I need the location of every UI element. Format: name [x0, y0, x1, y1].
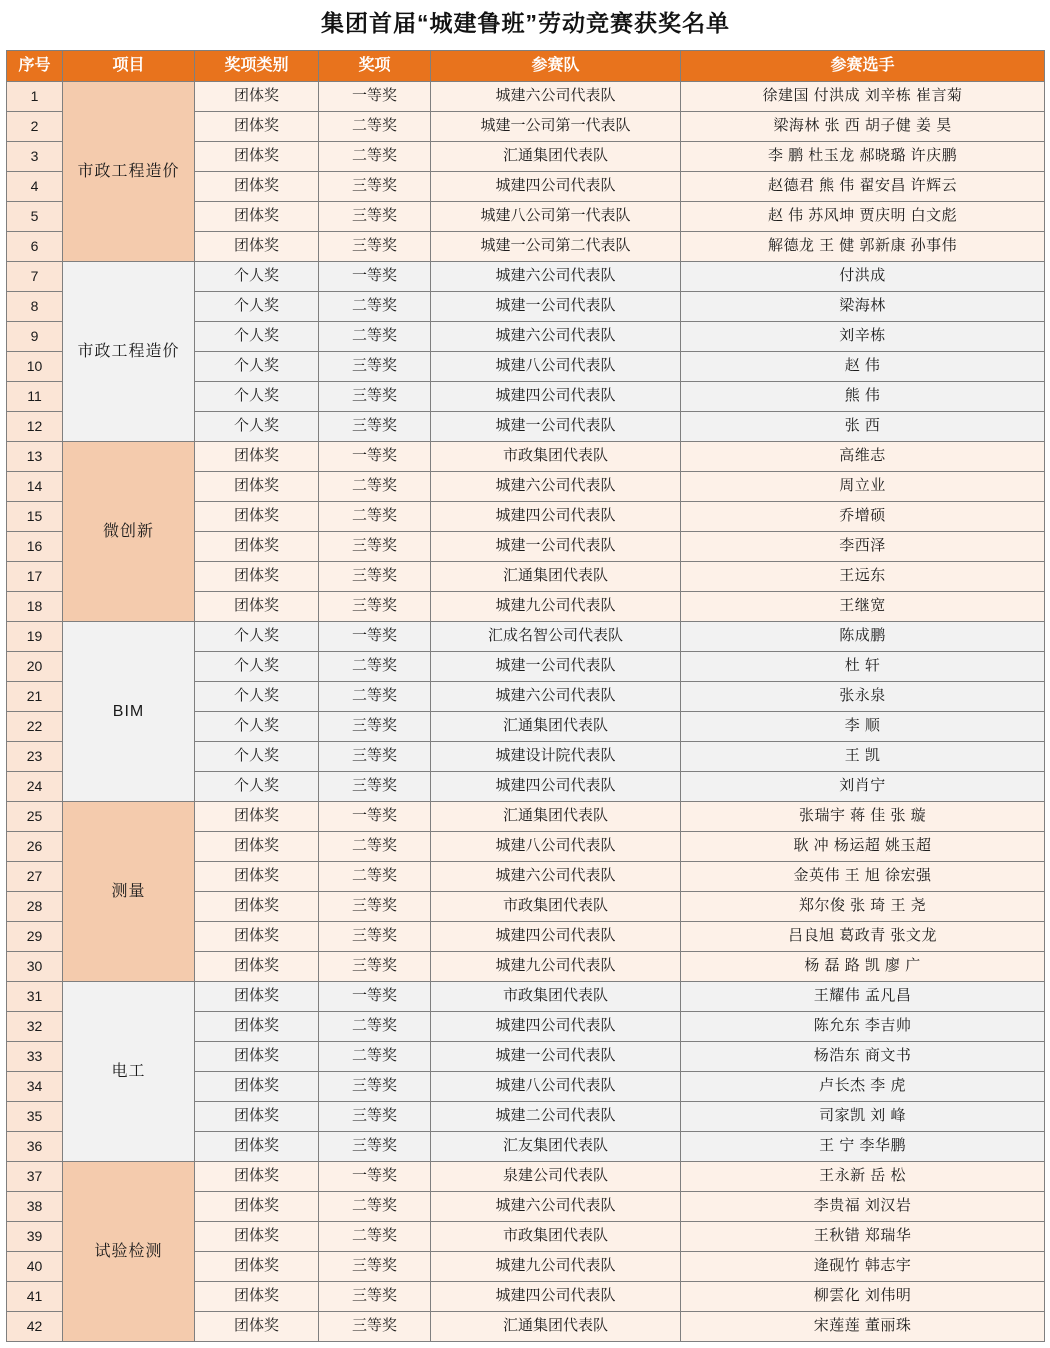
- cell-team: 城建一公司代表队: [431, 412, 681, 442]
- cell-team: 城建六公司代表队: [431, 262, 681, 292]
- cell-category: 团体奖: [195, 562, 319, 592]
- cell-index: 36: [7, 1132, 63, 1162]
- cell-project: 试验检测: [63, 1162, 195, 1342]
- cell-award: 二等奖: [319, 862, 431, 892]
- cell-team: 城建四公司代表队: [431, 922, 681, 952]
- cell-index: 3: [7, 142, 63, 172]
- cell-players: 杨浩东 商文书: [681, 1042, 1045, 1072]
- title-row: [7, 4, 1045, 51]
- cell-players: 李西泽: [681, 532, 1045, 562]
- cell-index: 13: [7, 442, 63, 472]
- cell-players: 王耀伟 孟凡昌: [681, 982, 1045, 1012]
- cell-players: 张瑞宇 蒋 佳 张 璇: [681, 802, 1045, 832]
- cell-players: 金英伟 王 旭 徐宏强: [681, 862, 1045, 892]
- cell-index: 42: [7, 1312, 63, 1342]
- cell-team: 城建四公司代表队: [431, 172, 681, 202]
- cell-players: 吕良旭 葛政青 张文龙: [681, 922, 1045, 952]
- cell-award: 三等奖: [319, 202, 431, 232]
- page-title: 集团首届“城建鲁班”劳动竞赛获奖名单: [321, 10, 731, 37]
- cell-award: 三等奖: [319, 562, 431, 592]
- cell-players: 梁海林 张 西 胡子健 姜 昊: [681, 112, 1045, 142]
- cell-award: 一等奖: [319, 442, 431, 472]
- column-header-team: 参赛队: [431, 51, 681, 82]
- cell-category: 个人奖: [195, 742, 319, 772]
- cell-index: 25: [7, 802, 63, 832]
- table-row: [7, 622, 1045, 652]
- cell-team: 城建六公司代表队: [431, 82, 681, 112]
- cell-award: 三等奖: [319, 1252, 431, 1282]
- cell-players: 张永泉: [681, 682, 1045, 712]
- cell-index: 2: [7, 112, 63, 142]
- cell-index: 19: [7, 622, 63, 652]
- cell-index: 34: [7, 1072, 63, 1102]
- cell-award: 二等奖: [319, 1042, 431, 1072]
- cell-team: 汇通集团代表队: [431, 142, 681, 172]
- cell-index: 6: [7, 232, 63, 262]
- cell-category: 团体奖: [195, 1132, 319, 1162]
- cell-category: 个人奖: [195, 682, 319, 712]
- cell-index: 18: [7, 592, 63, 622]
- cell-category: 团体奖: [195, 172, 319, 202]
- cell-category: 团体奖: [195, 1252, 319, 1282]
- cell-index: 37: [7, 1162, 63, 1192]
- cell-index: 9: [7, 322, 63, 352]
- cell-category: 个人奖: [195, 292, 319, 322]
- cell-players: 宋莲莲 董丽珠: [681, 1312, 1045, 1342]
- table-body: [7, 82, 1045, 1342]
- cell-category: 个人奖: [195, 322, 319, 352]
- table-header-row: [7, 51, 1045, 82]
- cell-index: 12: [7, 412, 63, 442]
- cell-index: 8: [7, 292, 63, 322]
- cell-index: 41: [7, 1282, 63, 1312]
- cell-award: 三等奖: [319, 1132, 431, 1162]
- cell-index: 20: [7, 652, 63, 682]
- cell-team: 城建八公司代表队: [431, 1072, 681, 1102]
- table-row: [7, 442, 1045, 472]
- award-table: [6, 4, 1045, 1342]
- cell-category: 团体奖: [195, 1222, 319, 1252]
- cell-team: 城建四公司代表队: [431, 1012, 681, 1042]
- cell-team: 城建一公司第一代表队: [431, 112, 681, 142]
- cell-index: 27: [7, 862, 63, 892]
- cell-category: 团体奖: [195, 922, 319, 952]
- cell-players: 李 顺: [681, 712, 1045, 742]
- cell-category: 团体奖: [195, 112, 319, 142]
- cell-team: 城建设计院代表队: [431, 742, 681, 772]
- cell-index: 29: [7, 922, 63, 952]
- cell-index: 7: [7, 262, 63, 292]
- cell-team: 城建四公司代表队: [431, 772, 681, 802]
- cell-award: 二等奖: [319, 1012, 431, 1042]
- cell-category: 个人奖: [195, 262, 319, 292]
- cell-players: 王秋错 郑瑞华: [681, 1222, 1045, 1252]
- cell-category: 团体奖: [195, 502, 319, 532]
- cell-players: 耿 冲 杨运超 姚玉超: [681, 832, 1045, 862]
- column-header-players: 参赛选手: [681, 51, 1045, 82]
- cell-players: 卢长杰 李 虎: [681, 1072, 1045, 1102]
- cell-players: 逄砚竹 韩志宇: [681, 1252, 1045, 1282]
- cell-award: 三等奖: [319, 382, 431, 412]
- cell-team: 市政集团代表队: [431, 892, 681, 922]
- cell-category: 团体奖: [195, 982, 319, 1012]
- cell-award: 二等奖: [319, 292, 431, 322]
- cell-award: 三等奖: [319, 1072, 431, 1102]
- cell-players: 高维志: [681, 442, 1045, 472]
- cell-players: 李贵福 刘汉岩: [681, 1192, 1045, 1222]
- cell-award: 三等奖: [319, 892, 431, 922]
- cell-award: 三等奖: [319, 952, 431, 982]
- cell-players: 陈成鹏: [681, 622, 1045, 652]
- cell-index: 40: [7, 1252, 63, 1282]
- cell-players: 梁海林: [681, 292, 1045, 322]
- cell-award: 一等奖: [319, 802, 431, 832]
- cell-category: 团体奖: [195, 1102, 319, 1132]
- cell-category: 团体奖: [195, 1282, 319, 1312]
- cell-players: 王远东: [681, 562, 1045, 592]
- table-row: [7, 802, 1045, 832]
- cell-index: 1: [7, 82, 63, 112]
- cell-award: 二等奖: [319, 832, 431, 862]
- cell-team: 城建四公司代表队: [431, 382, 681, 412]
- cell-award: 二等奖: [319, 502, 431, 532]
- cell-award: 一等奖: [319, 982, 431, 1012]
- cell-award: 一等奖: [319, 82, 431, 112]
- cell-players: 柳雲化 刘伟明: [681, 1282, 1045, 1312]
- cell-team: 城建一公司代表队: [431, 292, 681, 322]
- cell-team: 汇友集团代表队: [431, 1132, 681, 1162]
- cell-award: 三等奖: [319, 742, 431, 772]
- cell-index: 30: [7, 952, 63, 982]
- cell-team: 汇通集团代表队: [431, 712, 681, 742]
- cell-category: 团体奖: [195, 862, 319, 892]
- cell-award: 三等奖: [319, 412, 431, 442]
- cell-category: 团体奖: [195, 1192, 319, 1222]
- cell-players: 周立业: [681, 472, 1045, 502]
- cell-award: 三等奖: [319, 352, 431, 382]
- cell-players: 刘辛栋: [681, 322, 1045, 352]
- cell-players: 刘肖宁: [681, 772, 1045, 802]
- cell-index: 24: [7, 772, 63, 802]
- cell-team: 城建九公司代表队: [431, 1252, 681, 1282]
- column-header-project: 项目: [63, 51, 195, 82]
- cell-category: 团体奖: [195, 202, 319, 232]
- cell-category: 团体奖: [195, 802, 319, 832]
- cell-category: 个人奖: [195, 382, 319, 412]
- cell-category: 个人奖: [195, 622, 319, 652]
- cell-project: 市政工程造价: [63, 262, 195, 442]
- table-row: [7, 82, 1045, 112]
- column-header-award: 奖项: [319, 51, 431, 82]
- cell-category: 团体奖: [195, 232, 319, 262]
- cell-award: 二等奖: [319, 1222, 431, 1252]
- cell-index: 11: [7, 382, 63, 412]
- cell-category: 团体奖: [195, 1162, 319, 1192]
- cell-team: 城建六公司代表队: [431, 322, 681, 352]
- cell-project: 市政工程造价: [63, 82, 195, 262]
- cell-team: 城建四公司代表队: [431, 1282, 681, 1312]
- table-row: [7, 982, 1045, 1012]
- cell-category: 团体奖: [195, 892, 319, 922]
- column-header-category: 奖项类别: [195, 51, 319, 82]
- cell-award: 三等奖: [319, 592, 431, 622]
- cell-players: 李 鹏 杜玉龙 郝晓璐 许庆鹏: [681, 142, 1045, 172]
- cell-index: 16: [7, 532, 63, 562]
- cell-award: 三等奖: [319, 712, 431, 742]
- cell-players: 乔增硕: [681, 502, 1045, 532]
- cell-players: 张 西: [681, 412, 1045, 442]
- cell-category: 个人奖: [195, 712, 319, 742]
- cell-players: 王永新 岳 松: [681, 1162, 1045, 1192]
- cell-index: 35: [7, 1102, 63, 1132]
- cell-players: 杨 磊 路 凯 廖 广: [681, 952, 1045, 982]
- cell-team: 汇通集团代表队: [431, 562, 681, 592]
- cell-players: 王 宁 李华鹏: [681, 1132, 1045, 1162]
- cell-category: 团体奖: [195, 472, 319, 502]
- cell-index: 5: [7, 202, 63, 232]
- cell-team: 城建四公司代表队: [431, 502, 681, 532]
- cell-index: 26: [7, 832, 63, 862]
- cell-team: 城建一公司代表队: [431, 532, 681, 562]
- cell-category: 团体奖: [195, 1312, 319, 1342]
- cell-index: 21: [7, 682, 63, 712]
- cell-category: 团体奖: [195, 442, 319, 472]
- cell-award: 三等奖: [319, 772, 431, 802]
- cell-award: 二等奖: [319, 142, 431, 172]
- cell-team: 城建六公司代表队: [431, 1192, 681, 1222]
- cell-players: 杜 轩: [681, 652, 1045, 682]
- column-header-index: 序号: [7, 51, 63, 82]
- cell-category: 团体奖: [195, 82, 319, 112]
- cell-award: 三等奖: [319, 1282, 431, 1312]
- cell-award: 二等奖: [319, 112, 431, 142]
- cell-index: 22: [7, 712, 63, 742]
- cell-award: 一等奖: [319, 622, 431, 652]
- cell-players: 熊 伟: [681, 382, 1045, 412]
- cell-players: 郑尔俊 张 琦 王 尧: [681, 892, 1045, 922]
- cell-project: 电工: [63, 982, 195, 1162]
- cell-team: 城建六公司代表队: [431, 862, 681, 892]
- cell-players: 王继宽: [681, 592, 1045, 622]
- cell-category: 个人奖: [195, 412, 319, 442]
- cell-team: 城建八公司第一代表队: [431, 202, 681, 232]
- cell-players: 徐建国 付洪成 刘辛栋 崔言菊: [681, 82, 1045, 112]
- cell-project: 微创新: [63, 442, 195, 622]
- cell-project: BIM: [63, 622, 195, 802]
- cell-award: 三等奖: [319, 172, 431, 202]
- cell-team: 汇通集团代表队: [431, 1312, 681, 1342]
- cell-award: 二等奖: [319, 322, 431, 352]
- cell-team: 汇成名智公司代表队: [431, 622, 681, 652]
- cell-award: 二等奖: [319, 652, 431, 682]
- cell-players: 付洪成: [681, 262, 1045, 292]
- cell-award: 三等奖: [319, 532, 431, 562]
- cell-team: 城建九公司代表队: [431, 592, 681, 622]
- cell-category: 团体奖: [195, 832, 319, 862]
- cell-category: 团体奖: [195, 1012, 319, 1042]
- cell-players: 司家凯 刘 峰: [681, 1102, 1045, 1132]
- cell-award: 一等奖: [319, 1162, 431, 1192]
- cell-index: 23: [7, 742, 63, 772]
- cell-project: 测量: [63, 802, 195, 982]
- cell-team: 城建一公司第二代表队: [431, 232, 681, 262]
- cell-players: 赵德君 熊 伟 翟安昌 许辉云: [681, 172, 1045, 202]
- cell-award: 二等奖: [319, 682, 431, 712]
- cell-index: 31: [7, 982, 63, 1012]
- cell-team: 泉建公司代表队: [431, 1162, 681, 1192]
- cell-players: 赵 伟: [681, 352, 1045, 382]
- cell-award: 二等奖: [319, 472, 431, 502]
- cell-players: 赵 伟 苏风坤 贾庆明 白文彪: [681, 202, 1045, 232]
- cell-players: 王 凯: [681, 742, 1045, 772]
- cell-team: 城建一公司代表队: [431, 652, 681, 682]
- cell-team: 城建六公司代表队: [431, 682, 681, 712]
- cell-category: 团体奖: [195, 952, 319, 982]
- cell-team: 城建八公司代表队: [431, 832, 681, 862]
- table-row: [7, 262, 1045, 292]
- cell-index: 4: [7, 172, 63, 202]
- cell-category: 个人奖: [195, 352, 319, 382]
- cell-team: 城建一公司代表队: [431, 1042, 681, 1072]
- cell-team: 城建二公司代表队: [431, 1102, 681, 1132]
- cell-award: 三等奖: [319, 1102, 431, 1132]
- cell-award: 三等奖: [319, 1312, 431, 1342]
- cell-index: 32: [7, 1012, 63, 1042]
- cell-team: 市政集团代表队: [431, 1222, 681, 1252]
- cell-team: 市政集团代表队: [431, 442, 681, 472]
- cell-index: 38: [7, 1192, 63, 1222]
- cell-team: 城建八公司代表队: [431, 352, 681, 382]
- cell-category: 个人奖: [195, 772, 319, 802]
- cell-index: 17: [7, 562, 63, 592]
- cell-award: 一等奖: [319, 262, 431, 292]
- cell-category: 团体奖: [195, 1072, 319, 1102]
- cell-team: 汇通集团代表队: [431, 802, 681, 832]
- cell-team: 市政集团代表队: [431, 982, 681, 1012]
- cell-category: 个人奖: [195, 652, 319, 682]
- cell-category: 团体奖: [195, 142, 319, 172]
- cell-players: 解德龙 王 健 郭新康 孙事伟: [681, 232, 1045, 262]
- cell-players: 陈允东 李吉帅: [681, 1012, 1045, 1042]
- cell-category: 团体奖: [195, 592, 319, 622]
- cell-team: 城建九公司代表队: [431, 952, 681, 982]
- cell-index: 10: [7, 352, 63, 382]
- cell-team: 城建六公司代表队: [431, 472, 681, 502]
- cell-award: 三等奖: [319, 922, 431, 952]
- table-row: [7, 1162, 1045, 1192]
- cell-award: 三等奖: [319, 232, 431, 262]
- cell-index: 33: [7, 1042, 63, 1072]
- cell-index: 28: [7, 892, 63, 922]
- cell-index: 14: [7, 472, 63, 502]
- cell-index: 39: [7, 1222, 63, 1252]
- cell-category: 团体奖: [195, 1042, 319, 1072]
- cell-index: 15: [7, 502, 63, 532]
- cell-award: 二等奖: [319, 1192, 431, 1222]
- cell-category: 团体奖: [195, 532, 319, 562]
